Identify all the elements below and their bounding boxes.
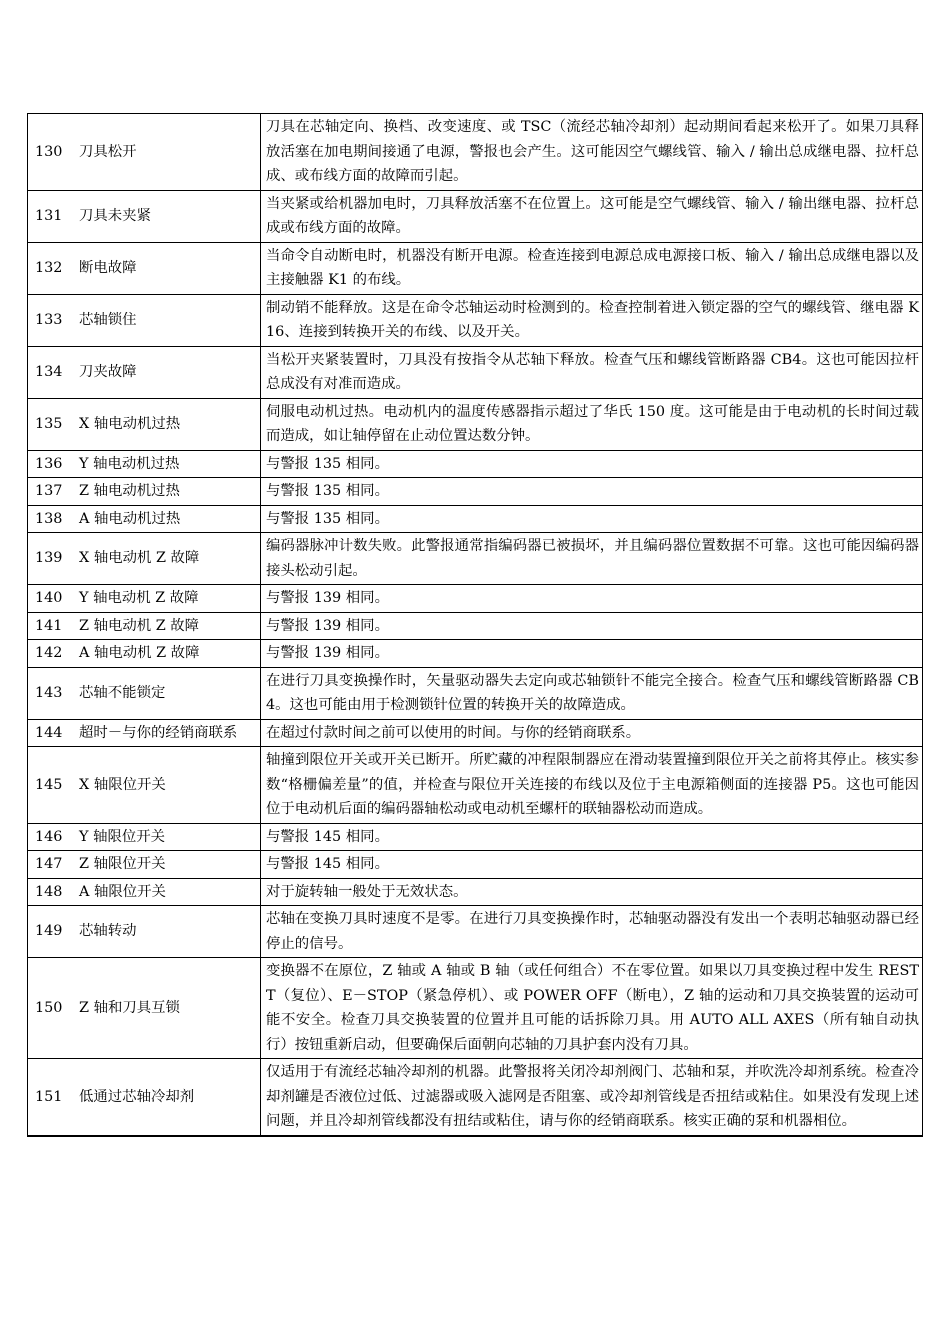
alarm-description: 与警报 135 相同。 [261, 505, 923, 533]
alarm-row [28, 242, 923, 294]
alarm-code-cell [28, 114, 261, 191]
alarm-table-body [28, 114, 923, 1136]
alarm-row [28, 1059, 923, 1136]
alarm-code-cell [28, 878, 261, 906]
alarm-number: 137 [35, 483, 63, 499]
alarm-row [28, 533, 923, 585]
alarm-name: Y 轴电动机过热 [79, 455, 180, 472]
alarm-number: 135 [35, 415, 63, 432]
alarm-code-cell [28, 450, 261, 478]
alarm-number: 149 [35, 923, 63, 940]
alarm-code-cell [28, 747, 261, 824]
alarm-number: 139 [35, 550, 63, 567]
alarm-name: A 轴电动机过热 [79, 510, 181, 527]
alarm-description: 在超过付款时间之前可以使用的时间。与你的经销商联系。 [261, 719, 923, 747]
alarm-number: 146 [35, 828, 63, 845]
alarm-description: 与警报 145 相同。 [261, 851, 923, 879]
alarm-description: 与警报 139 相同。 [261, 585, 923, 613]
alarm-name: 超时－与你的经销商联系 [79, 724, 238, 741]
alarm-row [28, 878, 923, 906]
alarm-code-cell [28, 190, 261, 242]
alarm-number: 144 [35, 724, 63, 741]
alarm-number: 141 [35, 617, 63, 634]
alarm-code-cell [28, 478, 261, 506]
alarm-row [28, 346, 923, 398]
alarm-row [28, 958, 923, 1059]
alarm-description: 芯轴在变换刀具时速度不是零。在进行刀具变换操作时，芯轴驱动器没有发出一个表明芯轴驱动器已经停止的信号。 [261, 906, 923, 958]
alarm-name: Z 轴电动机过热 [79, 483, 180, 499]
alarm-description: 与警报 135 相同。 [261, 450, 923, 478]
alarm-code-cell [28, 346, 261, 398]
alarm-row [28, 505, 923, 533]
alarm-name: Z 轴限位开关 [79, 856, 166, 872]
alarm-row [28, 719, 923, 747]
alarm-description: 当命令自动断电时，机器没有断开电源。检查连接到电源总成电源接口板、输入 / 输出总成继电器以及主接触器 K1 的布线。 [261, 242, 923, 294]
alarm-description: 与警报 135 相同。 [261, 478, 923, 506]
alarm-code-cell [28, 823, 261, 851]
alarm-number: 138 [35, 510, 63, 527]
alarm-code-cell [28, 612, 261, 640]
alarm-code-cell [28, 585, 261, 613]
alarm-number: 147 [35, 856, 63, 872]
alarm-row [28, 612, 923, 640]
alarm-description: 刀具在芯轴定向、换档、改变速度、或 TSC（流经芯轴冷却剂）起动期间看起来松开了。如果刀具释放活塞在加电期间接通了电源，警报也会产生。这可能因空气螺线管、输入 / 输出总成继电器、拉杆总成、或布线方面的故障而引起。 [261, 114, 923, 191]
alarm-number: 132 [35, 259, 63, 276]
alarm-name: Z 轴电动机 Z 故障 [79, 617, 200, 634]
alarm-description: 伺服电动机过热。电动机内的温度传感器指示超过了华氏 150 度。这可能是由于电动机的长时间过载而造成，如让轴停留在止动位置达数分钟。 [261, 398, 923, 450]
alarm-row [28, 851, 923, 879]
alarm-number: 136 [35, 455, 63, 472]
alarm-name: X 轴限位开关 [79, 776, 166, 793]
alarm-row [28, 747, 923, 824]
alarm-code-cell [28, 505, 261, 533]
alarm-description: 编码器脉冲计数失败。此警报通常指编码器已被损坏，并且编码器位置数据不可靠。这也可能因编码器接头松动引起。 [261, 533, 923, 585]
alarm-row [28, 667, 923, 719]
alarm-row [28, 640, 923, 668]
alarm-code-cell [28, 719, 261, 747]
alarm-row [28, 450, 923, 478]
alarm-name: 芯轴锁住 [79, 311, 137, 328]
alarm-name: 刀夹故障 [79, 363, 137, 380]
alarm-number: 140 [35, 590, 63, 606]
alarm-row [28, 398, 923, 450]
alarm-description: 仅适用于有流经芯轴冷却剂的机器。此警报将关闭冷却剂阀门、芯轴和泵，并吹洗冷却剂系统。检查冷却剂罐是否液位过低、过滤器或吸入滤网是否阻塞、或冷却剂管线是否扭结或粘住。如果没有发现上述问题，并且冷却剂管线都没有扭结或粘住，请与你的经销商联系。核实正确的泵和机器相位。 [261, 1059, 923, 1136]
alarm-name: 芯轴不能锁定 [79, 684, 166, 701]
alarm-description: 在进行刀具变换操作时，矢量驱动器失去定向或芯轴锁针不能完全接合。检查气压和螺线管断路器 CB4。这也可能由用于检测锁针位置的转换开关的故障造成。 [261, 667, 923, 719]
alarm-number: 148 [35, 883, 63, 900]
alarm-name: 刀具未夹紧 [79, 207, 151, 224]
alarm-description: 与警报 145 相同。 [261, 823, 923, 851]
alarm-code-cell [28, 958, 261, 1059]
alarm-name: 芯轴转动 [79, 923, 137, 940]
alarm-code-cell [28, 851, 261, 879]
alarm-name: X 轴电动机 Z 故障 [79, 550, 200, 567]
alarm-number: 142 [35, 645, 63, 661]
alarm-code-cell [28, 242, 261, 294]
alarm-name: Y 轴电动机 Z 故障 [79, 590, 199, 606]
alarm-description: 变换器不在原位，Z 轴或 A 轴或 B 轴（或任何组合）不在零位置。如果以刀具变换过程中发生 RESTT（复位）、E－STOP（紧急停机）、或 POWER OFF（断电），Z 轴的运动和刀具交换装置的运动可能不安全。检查刀具交换装置的位置并且可能的话拆除刀具。用 AUTO ALL AXES（所有轴自动执行）按钮重新启动，但要确保后面朝向芯轴的刀具护套内没有刀具。 [261, 958, 923, 1059]
alarm-description: 与警报 139 相同。 [261, 640, 923, 668]
alarm-description: 当松开夹紧装置时，刀具没有按指令从芯轴下释放。检查气压和螺线管断路器 CB4。这也可能因拉杆总成没有对准而造成。 [261, 346, 923, 398]
alarm-name: Z 轴和刀具互锁 [79, 999, 180, 1016]
alarm-row [28, 294, 923, 346]
alarm-code-cell [28, 533, 261, 585]
alarm-code-cell [28, 398, 261, 450]
alarm-code-cell [28, 906, 261, 958]
alarm-number: 150 [35, 999, 63, 1016]
alarm-name: Y 轴限位开关 [79, 828, 166, 845]
alarm-name: 刀具松开 [79, 143, 137, 160]
alarm-row [28, 823, 923, 851]
alarm-name: A 轴限位开关 [79, 883, 166, 900]
alarm-row [28, 906, 923, 958]
alarm-row [28, 190, 923, 242]
alarm-name: 低通过芯轴冷却剂 [79, 1088, 195, 1105]
alarm-number: 145 [35, 776, 63, 793]
alarm-description: 当夹紧或给机器加电时，刀具释放活塞不在位置上。这可能是空气螺线管、输入 / 输出继电器、拉杆总成或布线方面的故障。 [261, 190, 923, 242]
alarm-name: X 轴电动机过热 [79, 415, 181, 432]
alarm-number: 133 [35, 311, 63, 328]
alarm-row [28, 585, 923, 613]
alarm-description: 轴撞到限位开关或开关已断开。所贮藏的冲程限制器应在滑动装置撞到限位开关之前将其停止。核实参数“格栅偏差量”的值，并检查与限位开关连接的布线以及位于主电源箱侧面的连接器 P5。这也可能因位于电动机后面的编码器轴松动或电动机至螺杆的联轴器松动而造成。 [261, 747, 923, 824]
alarm-number: 134 [35, 363, 63, 380]
alarm-description: 对于旋转轴一般处于无效状态。 [261, 878, 923, 906]
alarm-code-cell [28, 667, 261, 719]
alarm-row [28, 114, 923, 191]
alarm-code-cell [28, 640, 261, 668]
alarm-number: 151 [35, 1088, 63, 1105]
alarm-code-cell [28, 294, 261, 346]
alarm-number: 131 [35, 207, 63, 224]
alarm-description: 制动销不能释放。这是在命令芯轴运动时检测到的。检查控制着进入锁定器的空气的螺线管、继电器 K16、连接到转换开关的布线、以及开关。 [261, 294, 923, 346]
alarm-name: A 轴电动机 Z 故障 [79, 645, 200, 661]
alarm-number: 143 [35, 684, 63, 701]
alarm-name: 断电故障 [79, 259, 137, 276]
alarm-code-cell [28, 1059, 261, 1136]
alarm-description: 与警报 139 相同。 [261, 612, 923, 640]
alarm-row [28, 478, 923, 506]
alarm-number: 130 [35, 143, 63, 160]
alarm-table [27, 113, 923, 1137]
